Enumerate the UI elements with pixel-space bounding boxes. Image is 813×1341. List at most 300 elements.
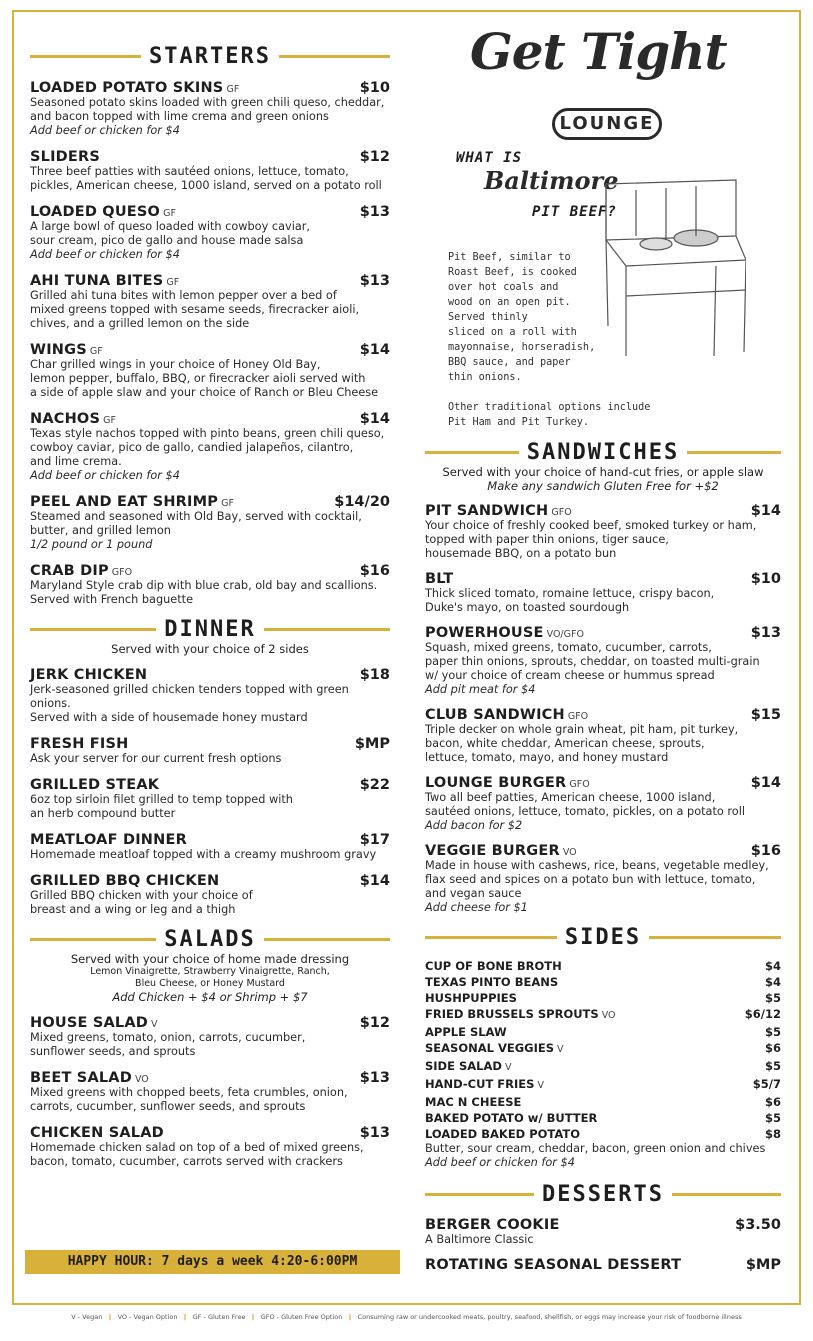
- menu-item-description: chives, and a grilled lemon on the side: [30, 317, 250, 330]
- diet-tag: GFO: [569, 779, 590, 790]
- menu-item-price: $12: [359, 149, 390, 165]
- salads-header: [30, 927, 390, 952]
- menu-item-description: Made in house with cashews, rice, beans, vegetable medley,: [425, 859, 769, 872]
- menu-item-add-on: Add cheese for $1: [425, 901, 528, 914]
- menu-item-name: VEGGIE BURGER: [425, 843, 560, 859]
- diet-tag: GF: [226, 84, 240, 95]
- menu-item-description: Grilled BBQ chicken with your choice of: [30, 889, 253, 902]
- menu-item-description: Thick sliced tomato, romaine lettuce, crispy bacon,: [425, 587, 715, 600]
- left-column: [30, 44, 390, 1169]
- side-item-price: $6: [764, 1095, 781, 1109]
- menu-item-row: [425, 772, 781, 791]
- menu-item: [30, 408, 390, 483]
- menu-item: [30, 1122, 390, 1169]
- pit-line: Served thinly: [448, 312, 528, 323]
- menu-item: [30, 733, 390, 766]
- diet-tag: V: [557, 1044, 564, 1055]
- side-item-price: $6: [764, 1041, 781, 1055]
- side-item-name: FRIED BRUSSELS SPROUTS: [425, 1007, 599, 1021]
- right-column: [425, 440, 781, 1273]
- menu-item-description: cowboy caviar, pico de gallo, candied jalapeños, cilantro,: [30, 441, 354, 454]
- menu-item-price: $13: [750, 625, 781, 641]
- menu-item-heading: [30, 774, 159, 793]
- menu-item-price: $16: [750, 843, 781, 859]
- menu-item-description: a side of apple slaw and your choice of Ranch or Bleu Cheese: [30, 386, 379, 399]
- section-subtitle-2: Make any sandwich Gluten Free for +$2: [487, 479, 719, 493]
- menu-item-name: PIT SANDWICH: [425, 503, 549, 519]
- menu-item-name: LOADED POTATO SKINS: [30, 80, 224, 96]
- menu-item-row: [30, 829, 390, 848]
- menu-item-row: [30, 774, 390, 793]
- menu-item-heading: [30, 1012, 158, 1031]
- diet-tag: VO: [562, 847, 577, 858]
- dressing-line: Bleu Cheese, or Honey Mustard: [135, 978, 285, 989]
- menu-item-heading: [425, 500, 572, 519]
- menu-item-heading: [30, 664, 147, 683]
- divider: [687, 451, 781, 454]
- menu-item-name: AHI TUNA BITES: [30, 273, 164, 289]
- section-title: SALADS: [164, 927, 256, 952]
- menu-item-name: HOUSE SALAD: [30, 1015, 148, 1031]
- footer-separator: ‖: [251, 1313, 255, 1321]
- pit-line: over hot coals and: [448, 282, 559, 293]
- menu-item-description: Ask your server for our current fresh options: [30, 752, 282, 765]
- side-item-heading: [425, 1006, 616, 1024]
- menu-item: [425, 500, 781, 561]
- menu-item-heading: [30, 560, 132, 579]
- menu-item-description: breast and a wing or leg and a thigh: [30, 903, 236, 916]
- menu-item: [30, 774, 390, 821]
- side-item: [425, 1024, 781, 1040]
- sides-list: [425, 958, 781, 1142]
- side-item-price: $5/7: [752, 1077, 781, 1091]
- menu-item-name: BEET SALAD: [30, 1070, 132, 1086]
- section-title: SANDWICHES: [526, 440, 680, 465]
- menu-item-heading: [425, 704, 588, 723]
- side-item: [425, 1006, 781, 1024]
- menu-item-price: $22: [359, 777, 390, 793]
- menu-item-description: Char grilled wings in your choice of Honey Old Bay,: [30, 358, 321, 371]
- side-item-price: $6/12: [744, 1007, 781, 1021]
- menu-item-heading: [30, 1122, 164, 1141]
- salad-add-on: Add Chicken + $4 or Shrimp + $7: [112, 990, 308, 1004]
- menu-item-heading: [30, 146, 100, 165]
- dessert-row: [425, 1217, 781, 1233]
- menu-item: [30, 870, 390, 917]
- menu-item-heading: [30, 201, 176, 220]
- menu-item-description: mixed greens topped with sesame seeds, firecracker aioli,: [30, 303, 360, 316]
- section-subtitle: Served with your choice of 2 sides: [111, 642, 309, 656]
- menu-item-description: bacon, tomato, cucumber, carrots served with crackers: [30, 1155, 343, 1168]
- menu-item-description: flax seed and spices on a potato bun with lettuce, tomato,: [425, 873, 756, 886]
- menu-item-price: $14: [359, 873, 390, 889]
- divider: [279, 55, 390, 58]
- side-item-heading: [425, 1110, 597, 1126]
- sides-note: Butter, sour cream, cheddar, bacon, green onion and chives: [425, 1142, 766, 1155]
- side-item-price: $8: [764, 1127, 781, 1141]
- side-item-heading: [425, 1024, 507, 1040]
- diet-tag: GF: [221, 498, 234, 509]
- menu-item-description: Homemade meatloaf topped with a creamy mushroom gravy: [30, 848, 377, 861]
- menu-item: [425, 568, 781, 615]
- menu-item-name: BLT: [425, 571, 454, 587]
- menu-item-description: Served with a side of housemade honey mustard: [30, 711, 308, 724]
- menu-item-description: an herb compound butter: [30, 807, 176, 820]
- pit-line: thin onions.: [448, 372, 522, 383]
- pit-line: Pit Beef, similar to: [448, 252, 571, 263]
- pit-beef-box: [446, 146, 776, 426]
- pit-what-is: WHAT IS: [456, 150, 523, 166]
- menu-item-row: [30, 491, 390, 510]
- footer-separator: ‖: [108, 1313, 112, 1321]
- menu-item-description: butter, and grilled lemon: [30, 524, 171, 537]
- menu-item-description: Mixed greens with chopped beets, feta crumbles, onion,: [30, 1086, 348, 1099]
- side-item-heading: [425, 1094, 521, 1110]
- side-item: [425, 1040, 781, 1058]
- menu-item-description: Texas style nachos topped with pinto beans, green chili queso,: [30, 427, 385, 440]
- diet-tag: GFO: [111, 567, 133, 578]
- pit-other-options: [448, 400, 748, 430]
- menu-item: [30, 146, 390, 193]
- desserts-list: [425, 1217, 781, 1273]
- side-item-price: $5: [764, 991, 781, 1005]
- pit-line: Other traditional options include: [448, 402, 651, 413]
- dessert-name: ROTATING SEASONAL DESSERT: [425, 1257, 682, 1273]
- dessert-description: A Baltimore Classic: [425, 1233, 534, 1246]
- side-item-name: MAC N CHEESE: [425, 1095, 522, 1109]
- menu-item-add-on: Add bacon for $2: [425, 819, 523, 832]
- divider: [425, 1193, 534, 1196]
- side-item: [425, 1058, 781, 1076]
- menu-item-name: CHICKEN SALAD: [30, 1125, 164, 1141]
- menu-item-price: $13: [359, 204, 390, 220]
- menu-item-name: NACHOS: [30, 411, 101, 427]
- sides-header: [425, 925, 781, 950]
- menu-item-row: [30, 339, 390, 358]
- menu-item-description: lemon pepper, buffalo, BBQ, or firecracker aioli served with: [30, 372, 366, 385]
- menu-item-price: $10: [359, 80, 390, 96]
- menu-item-name: CRAB DIP: [30, 563, 109, 579]
- diet-tag: GF: [163, 208, 176, 219]
- menu-item-price: $14/20: [334, 494, 390, 510]
- menu-item-price: $13: [359, 1125, 390, 1141]
- side-item-heading: [425, 958, 562, 974]
- dinner-header: [30, 617, 390, 642]
- menu-item-description: and vegan sauce: [425, 887, 522, 900]
- menu-item: [30, 829, 390, 862]
- side-item-name: TEXAS PINTO BEANS: [425, 975, 559, 989]
- side-item-name: CUP OF BONE BROTH: [425, 959, 562, 973]
- menu-item-row: [425, 568, 781, 587]
- menu-item-row: [30, 560, 390, 579]
- menu-item-name: LOADED QUESO: [30, 204, 161, 220]
- side-item-heading: [425, 1040, 564, 1058]
- diet-tag: VO: [134, 1074, 149, 1085]
- side-item-heading: [425, 1076, 544, 1094]
- divider: [30, 628, 156, 631]
- sandwiches-list: [425, 500, 781, 915]
- menu-item-heading: [30, 870, 219, 889]
- starters-header: [30, 44, 390, 69]
- menu-item-price: $MP: [354, 736, 390, 752]
- menu-item-row: [30, 733, 390, 752]
- menu-item-description: Squash, mixed greens, tomato, cucumber, carrots,: [425, 641, 712, 654]
- menu-item-description: and bacon topped with lime crema and green onions: [30, 110, 329, 123]
- menu-item-row: [30, 1012, 390, 1031]
- menu-item-description: housemade BBQ, on a potato bun: [425, 547, 617, 560]
- footer-note: Consuming raw or undercooked meats, poultry, seafood, shellfish, or eggs may increase your risk of foodborne illness: [357, 1313, 742, 1321]
- side-item: [425, 1076, 781, 1094]
- side-item-heading: [425, 1058, 511, 1076]
- menu-item-description: Homemade chicken salad on top of a bed of mixed greens,: [30, 1141, 364, 1154]
- menu-item: [30, 1067, 390, 1114]
- dessert-name: BERGER COOKIE: [425, 1217, 560, 1233]
- menu-item-description: Three beef patties with sautéed onions, lettuce, tomato,: [30, 165, 349, 178]
- menu-item-heading: [30, 1067, 149, 1086]
- side-item-price: $5: [764, 1025, 781, 1039]
- side-item-price: $4: [764, 975, 781, 989]
- menu-item-name: LOUNGE BURGER: [425, 775, 567, 791]
- menu-item-add-on: Add pit meat for $4: [425, 683, 536, 696]
- diet-tag: V: [537, 1080, 544, 1091]
- side-item-heading: [425, 990, 517, 1006]
- menu-item-description: lettuce, tomato, mayo, and honey mustard: [425, 751, 669, 764]
- sandwiches-header: [425, 440, 781, 465]
- happy-hour-banner: HAPPY HOUR: 7 days a week 4:20-6:00PM: [25, 1250, 400, 1274]
- menu-item-description: Your choice of freshly cooked beef, smoked turkey or ham,: [425, 519, 757, 532]
- menu-item-row: [30, 270, 390, 289]
- menu-item-description: carrots, cucumber, sunflower seeds, and sprouts: [30, 1100, 306, 1113]
- footer-note: V - Vegan: [71, 1313, 103, 1321]
- menu-item-name: SLIDERS: [30, 149, 101, 165]
- menu-item-description: Triple decker on whole grain wheat, pit ham, pit turkey,: [425, 723, 739, 736]
- menu-item-description: Grilled ahi tuna bites with lemon pepper over a bed of: [30, 289, 337, 302]
- menu-item-price: $13: [359, 1070, 390, 1086]
- side-item-name: SEASONAL VEGGIES: [425, 1041, 555, 1055]
- menu-item: [30, 201, 390, 262]
- side-item-price: $5: [764, 1059, 781, 1073]
- desserts-header: [425, 1182, 781, 1207]
- divider: [672, 1193, 781, 1196]
- dressing-line: Lemon Vinaigrette, Strawberry Vinaigrette, Ranch,: [90, 966, 330, 977]
- starters-list: [30, 77, 390, 607]
- menu-item-description: topped with paper thin onions, tiger sauce,: [425, 533, 669, 546]
- menu-item-description: w/ your choice of cream cheese or hummus spread: [425, 669, 715, 682]
- section-title: SIDES: [564, 925, 642, 950]
- menu-item-heading: [30, 339, 103, 358]
- menu-item-heading: [30, 408, 116, 427]
- menu-item: [30, 77, 390, 138]
- footer-separator: ‖: [183, 1313, 187, 1321]
- diet-tag: GF: [166, 277, 180, 288]
- menu-item-price: $18: [359, 667, 390, 683]
- side-item: [425, 1094, 781, 1110]
- menu-item-description: pickles, American cheese, 1000 island, served on a potato roll: [30, 179, 382, 192]
- section-title: STARTERS: [149, 44, 271, 69]
- menu-item-description: sautéed onions, lettuce, tomato, pickles, on a potato roll: [425, 805, 745, 818]
- footer-note: GFO - Gluten Free Option: [260, 1313, 343, 1321]
- divider: [425, 451, 519, 454]
- menu-item: [425, 772, 781, 833]
- menu-item-description: Seasoned potato skins loaded with green chili queso, cheddar,: [30, 96, 385, 109]
- menu-item: [425, 840, 781, 915]
- menu-item-description: sour cream, pico de gallo and house made salsa: [30, 234, 304, 247]
- salads-list: [30, 1012, 390, 1169]
- pit-line: Roast Beef, is cooked: [448, 267, 577, 278]
- menu-item-price: $14: [359, 342, 390, 358]
- menu-item: [30, 339, 390, 400]
- pit-description: [448, 250, 628, 385]
- menu-item-description: Duke's mayo, on toasted sourdough: [425, 601, 630, 614]
- menu-item-name: GRILLED STEAK: [30, 777, 160, 793]
- menu-item-name: CLUB SANDWICH: [425, 707, 565, 723]
- side-item-name: BAKED POTATO w/ BUTTER: [425, 1111, 598, 1125]
- menu-item-price: $16: [359, 563, 390, 579]
- divider: [264, 628, 390, 631]
- menu-item-row: [30, 408, 390, 427]
- footer-separator: ‖: [348, 1313, 352, 1321]
- menu-item-row: [30, 1122, 390, 1141]
- diet-tag: GFO: [551, 507, 572, 518]
- menu-item-row: [30, 664, 390, 683]
- diet-tag: VO/GFO: [546, 629, 584, 640]
- section-subtitle: Served with your choice of hand-cut fries, or apple slaw: [442, 465, 764, 479]
- menu-item-row: [30, 77, 390, 96]
- logo: [470, 22, 735, 152]
- menu-item-row: [425, 500, 781, 519]
- menu-item-name: JERK CHICKEN: [30, 667, 148, 683]
- menu-item: [30, 491, 390, 552]
- menu-item-heading: [30, 491, 234, 510]
- menu-item-add-on: Add beef or chicken for $4: [30, 248, 180, 261]
- menu-item-description: Two all beef patties, American cheese, 1000 island,: [425, 791, 716, 804]
- menu-item-row: [425, 840, 781, 859]
- pit-line: wood on an open pit.: [448, 297, 571, 308]
- menu-item-description: sunflower seeds, and sprouts: [30, 1045, 196, 1058]
- menu-item: [30, 1012, 390, 1059]
- side-item: [425, 1110, 781, 1126]
- menu-item-price: $13: [359, 273, 390, 289]
- menu-item-heading: [30, 733, 128, 752]
- dessert-row: [425, 1257, 781, 1273]
- footer-legend: [0, 1313, 813, 1321]
- side-item-name: LOADED BAKED POTATO: [425, 1127, 581, 1141]
- menu-item-name: FRESH FISH: [30, 736, 129, 752]
- diet-tag: GF: [103, 415, 116, 426]
- menu-item-description: Steamed and seasoned with Old Bay, served with cocktail,: [30, 510, 362, 523]
- side-item: [425, 990, 781, 1006]
- diet-tag: V: [504, 1062, 512, 1073]
- divider: [649, 936, 781, 939]
- dessert-item: [425, 1257, 781, 1273]
- menu-item-price: $17: [359, 832, 390, 848]
- pit-pit-beef: PIT BEEF?: [532, 204, 617, 220]
- menu-item-description: bacon, white cheddar, American cheese, sprouts,: [425, 737, 705, 750]
- menu-item-price: $14: [750, 775, 781, 791]
- menu-item-description: and lime crema.: [30, 455, 122, 468]
- menu-item-heading: [30, 270, 179, 289]
- menu-item-add-on: Add beef or chicken for $4: [30, 469, 180, 482]
- pit-line: BBQ sauce, and paper: [448, 357, 571, 368]
- menu-item-price: $14: [359, 411, 390, 427]
- menu-item-row: [30, 146, 390, 165]
- section-title: DESSERTS: [542, 1182, 664, 1207]
- menu-item-heading: [425, 772, 590, 791]
- menu-item-row: [425, 622, 781, 641]
- side-item-name: HAND-CUT FRIES: [425, 1077, 535, 1091]
- menu-item-description: Jerk-seasoned grilled chicken tenders topped with green onions.: [30, 683, 349, 710]
- diet-tag: VO: [601, 1010, 616, 1021]
- menu-item-name: PEEL AND EAT SHRIMP: [30, 494, 219, 510]
- side-item-name: APPLE SLAW: [425, 1025, 507, 1039]
- side-item-name: HUSHPUPPIES: [425, 991, 517, 1005]
- divider: [264, 938, 390, 941]
- menu-item-heading: [30, 829, 187, 848]
- menu-item-description: Served with French baguette: [30, 593, 194, 606]
- dessert-item: [425, 1217, 781, 1247]
- menu-item-add-on: 1/2 pound or 1 pound: [30, 538, 153, 551]
- menu-item-description: paper thin onions, sprouts, cheddar, on toasted multi-grain: [425, 655, 760, 668]
- menu-item-row: [30, 201, 390, 220]
- menu-item-row: [30, 1067, 390, 1086]
- menu-item-name: GRILLED BBQ CHICKEN: [30, 873, 220, 889]
- logo-script: Get Tight: [470, 22, 727, 81]
- menu-item: [30, 664, 390, 725]
- logo-lounge: LOUNGE: [552, 108, 662, 140]
- menu-item-price: $15: [750, 707, 781, 723]
- divider: [30, 938, 156, 941]
- diet-tag: GFO: [567, 711, 589, 722]
- side-item: [425, 958, 781, 974]
- diet-tag: GF: [89, 346, 103, 357]
- menu-item: [425, 704, 781, 765]
- dessert-price: $MP: [745, 1257, 781, 1273]
- menu-item-name: MEATLOAF DINNER: [30, 832, 187, 848]
- menu-item-row: [30, 870, 390, 889]
- section-subtitle: Served with your choice of home made dressing: [70, 952, 350, 966]
- menu-item-name: POWERHOUSE: [425, 625, 544, 641]
- side-item-price: $4: [764, 959, 781, 973]
- menu-item-description: Maryland Style crab dip with blue crab, old bay and scallions.: [30, 579, 378, 592]
- menu-item-heading: [30, 77, 239, 96]
- side-item-heading: [425, 1126, 580, 1142]
- divider: [30, 55, 141, 58]
- menu-item-heading: [425, 840, 577, 859]
- pit-line: mayonnaise, horseradish,: [448, 342, 596, 353]
- pit-line: sliced on a roll with: [448, 327, 577, 338]
- footer-note: VO - Vegan Option: [117, 1313, 178, 1321]
- menu-item-description: 6oz top sirloin filet grilled to temp topped with: [30, 793, 293, 806]
- diet-tag: V: [151, 1019, 158, 1030]
- footer-note: GF - Gluten Free: [192, 1313, 246, 1321]
- menu-item-price: $12: [359, 1015, 390, 1031]
- menu-item: [425, 622, 781, 697]
- menu-item-row: [425, 704, 781, 723]
- menu-item-description: Mixed greens, tomato, onion, carrots, cucumber,: [30, 1031, 306, 1044]
- side-item: [425, 974, 781, 990]
- dessert-price: $3.50: [735, 1217, 781, 1233]
- menu-item-add-on: Add beef or chicken for $4: [30, 124, 180, 137]
- menu-item-name: WINGS: [30, 342, 87, 358]
- pit-line: Pit Ham and Pit Turkey.: [448, 417, 590, 428]
- dinner-list: [30, 664, 390, 917]
- menu-item: [30, 270, 390, 331]
- menu-item-description: A large bowl of queso loaded with cowboy caviar,: [30, 220, 310, 233]
- divider: [425, 936, 557, 939]
- menu-item-price: $10: [750, 571, 781, 587]
- side-item-price: $5: [764, 1111, 781, 1125]
- sides-add-on: Add beef or chicken for $4: [425, 1156, 575, 1169]
